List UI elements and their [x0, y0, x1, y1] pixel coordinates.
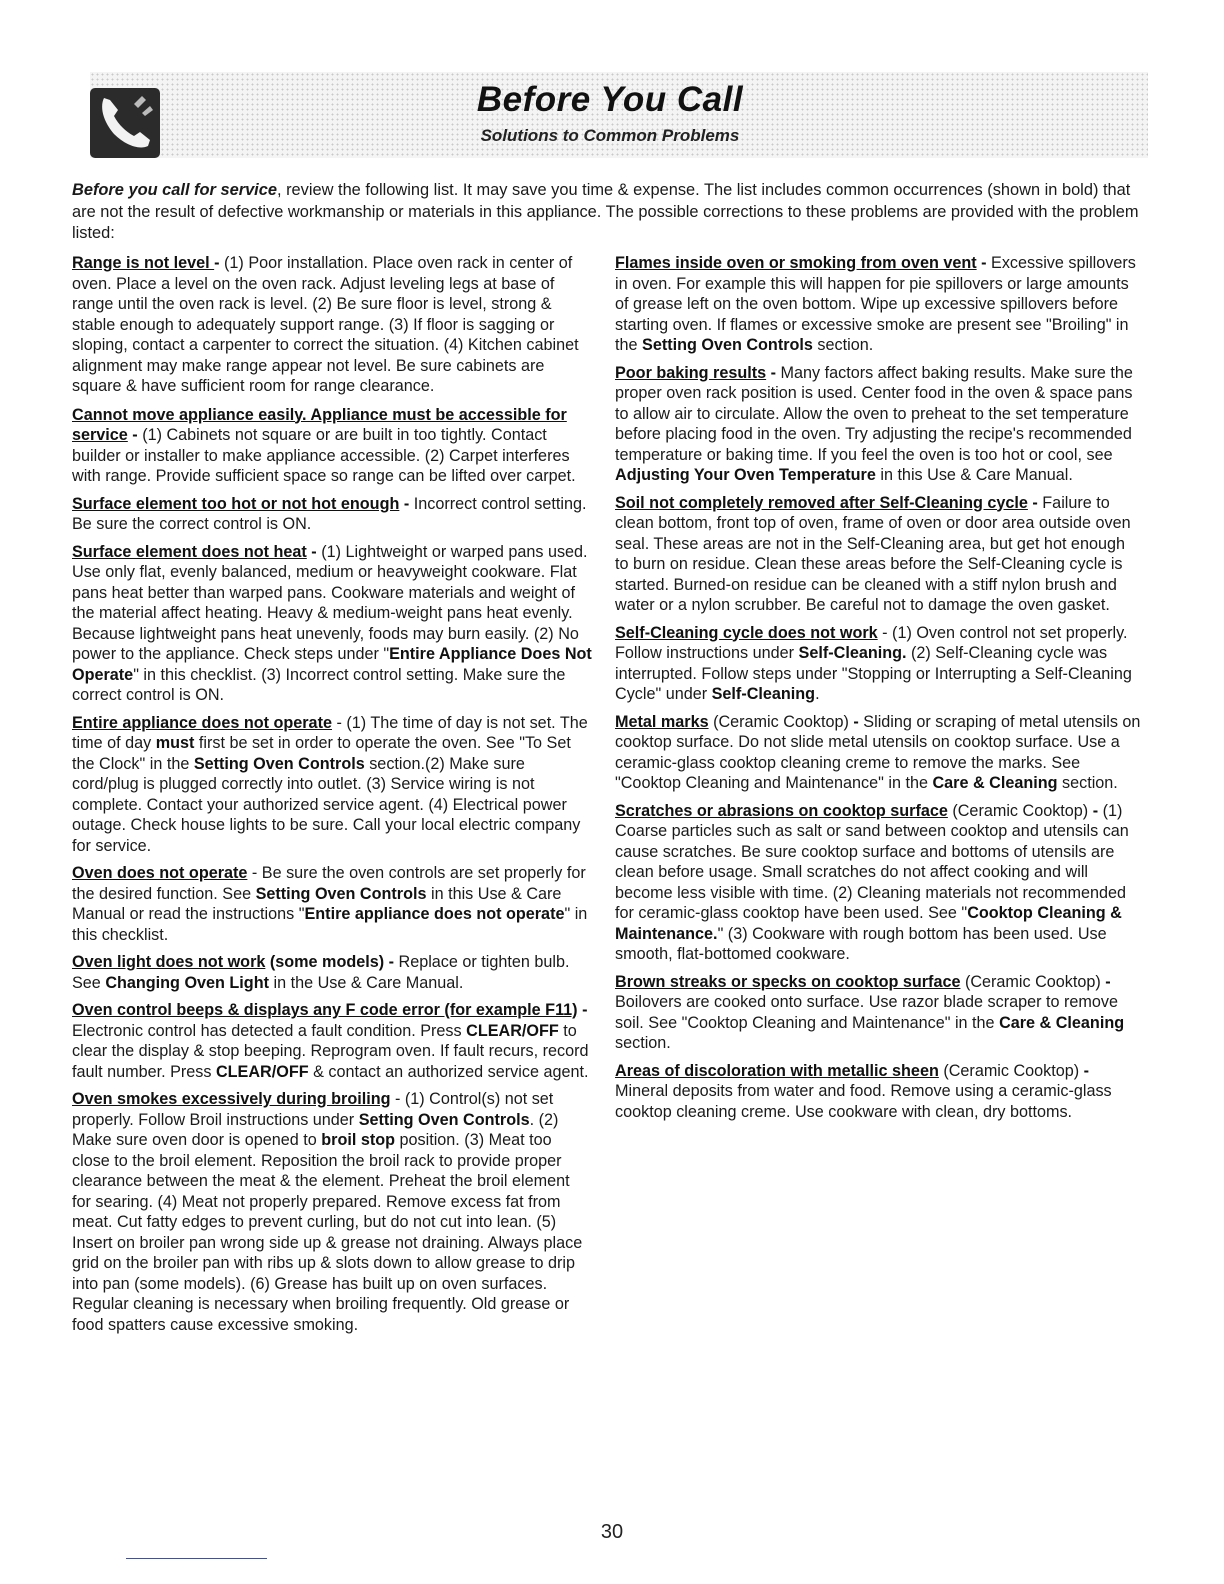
problem-heading: Entire appliance does not operate: [72, 713, 332, 732]
problem-heading: Surface element does not heat: [72, 542, 307, 561]
body-text: in this Use & Care Manual or read the instructions ": [72, 884, 562, 923]
body-text: Excessive spillovers in oven. For example this will happen for pie spillovers or large amounts of grease left on the oven bottom. Wipe up excessive spillovers before starting oven. If flames or excessive smoke are present see "Broiling" in the: [615, 254, 1136, 354]
bold-text: -: [853, 712, 864, 731]
intro-text: , review the following list. It may save you time & expense. The list includes common occurrences (shown in bold) that are not the result of defective workmanship or materials in this appliance. The possible corrections to these problems are provided with the problem listed:: [72, 181, 1139, 242]
bold-text: -: [399, 494, 414, 513]
bold-text: CLEAR/OFF: [466, 1021, 559, 1040]
problem-entry: [72, 405, 592, 487]
bold-text: Care & Cleaning: [932, 774, 1058, 792]
problem-entry: [72, 863, 592, 945]
bold-text: -: [1092, 801, 1103, 820]
bold-text: CLEAR/OFF: [215, 1062, 309, 1081]
problem-entry: [615, 493, 1142, 616]
problem-heading: Cannot move appliance easily. Appliance must be accessible for service: [72, 405, 567, 444]
bold-text: Setting Oven Controls: [255, 884, 427, 903]
body-text: Sliding or scraping of metal utensils on cooktop surface. Do not slide metal utensils on cooktop surface. Use a ceramic-glass cooktop cleaning creme to remove the marks. See "Cooktop Cleaning and Maintenance" in the: [615, 712, 1141, 792]
problem-entry: [615, 1061, 1142, 1123]
page-number: 30: [600, 1521, 624, 1543]
problem-entry: [72, 952, 592, 993]
body-text: (2) Self-Cleaning cycle was interrupted. Follow steps under "Stopping or Interrupting a Self-Cleaning Cycle" under: [615, 644, 1132, 703]
page-title: Before You Call: [476, 80, 744, 119]
body-text: in this Use & Care Manual.: [875, 466, 1073, 484]
body-text: Failure to clean bottom, front top of oven, frame of oven or door area outside oven seal. These areas are not in the Self-Cleaning area, but get hot enough to burn on residue. Clean these areas before the Self-Cleaning cycle is started. Burned-on residue can be cleaned with a stiff nylon brush and water or a nylon scrubber. Be careful not to damage the oven gasket.: [615, 493, 1131, 614]
bold-text: -: [306, 542, 322, 561]
right-column: [615, 253, 1142, 1129]
problem-entry: [615, 253, 1142, 356]
problem-entry: [615, 712, 1142, 794]
body-text: to clear the display & stop beeping. Reprogram oven. If fault recurs, record fault number. Press: [72, 1021, 589, 1081]
body-text: Mineral deposits from water and food. Remove using a ceramic-glass cooktop cleaning creme. Use cookware with clean, dry bottoms.: [615, 1082, 1112, 1121]
bold-text: -: [127, 426, 143, 444]
bold-text: -: [1027, 493, 1043, 512]
problem-heading: Oven control beeps & displays any F code error (for example F11): [72, 1001, 578, 1019]
body-text: Boilovers are cooked onto surface. Use razor blade scraper to remove soil. See "Cooktop Cleaning and Maintenance" in the: [615, 993, 1118, 1032]
problem-entry: [615, 972, 1142, 1054]
problem-entry: [72, 253, 592, 397]
intro-lead: Before you call for service: [72, 181, 277, 199]
bold-text: -: [976, 254, 992, 272]
body-text: - (1) Oven control not set properly. Follow instructions under: [615, 623, 1128, 662]
body-text: section.: [615, 1034, 671, 1052]
problem-heading: Soil not completely removed after Self-Cleaning cycle: [615, 493, 1028, 512]
bold-text: must: [155, 734, 195, 752]
bold-text: Adjusting Your Oven Temperature: [615, 466, 876, 484]
problem-heading: Oven does not operate: [72, 864, 248, 882]
bold-text: Self-Cleaning: [711, 685, 816, 703]
body-text: " in this checklist. (3) Incorrect control setting. Make sure the correct control is ON.: [72, 665, 566, 704]
problem-heading: Range is not level: [72, 254, 215, 272]
body-text: " (3) Cookware with rough bottom has been used. Use smooth, flat-bottomed cookware.: [615, 924, 1107, 963]
body-text: in the Use & Care Manual.: [268, 973, 464, 992]
bold-text: Setting Oven Controls: [193, 754, 365, 773]
problem-entry: [615, 801, 1142, 965]
intro-paragraph: [72, 180, 1142, 245]
body-text: .: [815, 685, 820, 703]
problem-heading: Brown streaks or specks on cooktop surface: [615, 972, 961, 991]
problem-entry: [72, 1089, 592, 1335]
body-text: Many factors affect baking results. Make sure the proper oven rack position is used. Center food in the oven & space pans to allow air to circulate. Allow the oven to preheat to the set temperature before placing food in the oven. Try adjusting the recipe's recommended temperature or baking time. If you feel the oven is too hot or cool, see: [615, 363, 1133, 464]
problem-entry: [72, 542, 592, 706]
body-text: (1) Lightweight or warped pans used. Use only flat, evenly balanced, medium or heavyweight cookware. Flat pans heat better than warped pans. Cookware materials and weight of the material affect heating. Heavy & medium-weight pans heat evenly. Because lightweight pans heat unevenly, foods may burn easily. (2) No power to the appliance. Check steps under ": [72, 542, 588, 663]
body-text: first be set in order to operate the oven. See "To Set the Clock" in the: [72, 734, 571, 773]
body-text: (1) Cabinets not square or are built in too tightly. Contact builder or installer to make appliance accessible. (2) Carpet interferes with range. Provide sufficient space so range can be lifted over carpet.: [72, 426, 576, 485]
bold-text: Care & Cleaning: [999, 1013, 1125, 1032]
body-text: & contact an authorized service agent.: [308, 1062, 589, 1081]
bold-text: Self-Cleaning.: [798, 644, 907, 662]
footer-rule: [126, 1558, 267, 1559]
body-text: " in this checklist.: [72, 905, 588, 944]
problem-heading: Oven light does not work: [72, 953, 266, 971]
bold-text: -: [1083, 1061, 1090, 1080]
body-text: (Ceramic Cooktop): [708, 712, 854, 731]
bold-text: Entire appliance does not operate: [304, 905, 565, 923]
body-text: - (1) Control(s) not set properly. Follow Broil instructions under: [72, 1090, 554, 1129]
left-column: [72, 253, 592, 1342]
body-text: section.: [812, 336, 874, 354]
problem-heading: Self-Cleaning cycle does not work: [615, 623, 878, 642]
problem-heading: Poor baking results: [615, 363, 767, 382]
problem-heading: Scratches or abrasions on cooktop surface: [615, 801, 948, 820]
bold-text: -: [766, 363, 781, 382]
bold-text: -: [577, 1001, 588, 1019]
bold-text: Changing Oven Light: [105, 973, 269, 992]
body-text: . (2) Make sure oven door is opened to: [72, 1110, 559, 1149]
problem-entry: [615, 623, 1142, 705]
body-text: (Ceramic Cooktop): [947, 801, 1093, 820]
problem-heading: Metal marks: [615, 712, 709, 731]
problem-entry: [615, 363, 1142, 486]
body-text: (1) Poor installation. Place oven rack in center of oven. Place a level on the oven rack. Adjust leveling legs at base of range until the oven rack is level. (2) Be sure floor is level, strong & stable enough to adequately support range. (3) If floor is sagging or sloping, contact a carpenter to correct the situation. (4) Kitchen cabinet alignment may make range appear not level. Be sure cabinets are square & have sufficient room for range clearance.: [72, 254, 579, 395]
problem-entry: [72, 1000, 592, 1082]
body-text: (Ceramic Cooktop): [960, 972, 1106, 991]
bold-text: Cooktop Cleaning & Maintenance.: [615, 904, 1122, 943]
bold-text: -: [214, 254, 225, 272]
problem-heading: Surface element too hot or not hot enough: [72, 494, 400, 513]
problem-entry: [72, 494, 592, 535]
bold-text: broil stop: [321, 1131, 396, 1149]
body-text: Replace or tighten bulb. See: [72, 953, 570, 992]
body-text: - (1) The time of day is not set. The time of day: [72, 713, 588, 752]
body-text: Incorrect control setting. Be sure the correct control is ON.: [72, 494, 587, 533]
body-text: Electronic control has detected a fault condition. Press: [72, 1021, 467, 1040]
bold-text: Setting Oven Controls: [642, 336, 813, 354]
body-text: (Ceramic Cooktop): [938, 1061, 1084, 1080]
problem-heading: Oven smokes excessively during broiling: [72, 1090, 391, 1108]
bold-text: Setting Oven Controls: [358, 1110, 530, 1129]
problem-entry: [72, 713, 592, 857]
body-text: section.: [1057, 774, 1118, 792]
problem-heading: Areas of discoloration with metallic sheen: [615, 1061, 939, 1080]
page-subtitle: Solutions to Common Problems: [480, 126, 740, 145]
bold-text: -: [1105, 972, 1111, 991]
bold-text: (some models) -: [265, 953, 399, 971]
body-text: position. (3) Meat too close to the broil element. Reposition the broil rack to provide proper clearance between the meat & the element. Preheat the broil element for searing. (4) Meat not properly prepared. Remove excess fat from meat. Cut fatty edges to prevent curling, but do not cut into lean. (5) Insert on broiler pan wrong side up & grease not draining. Always place grid on the broiler pan with ribs up & slots down to allow grease to drip into pan (some models). (6) Grease has built up on oven surfaces. Regular cleaning is necessary when broiling frequently. Old grease or food spatters cause excessive smoking.: [72, 1131, 583, 1334]
telephone-handset-icon: [90, 88, 160, 158]
bold-text: Entire Appliance Does Not Operate: [72, 645, 592, 684]
problem-heading: Flames inside oven or smoking from oven vent: [615, 254, 977, 272]
body-text: section.(2) Make sure cord/plug is plugged correctly into outlet. (3) Service wiring is not complete. Contact your authorized service agent. (4) Electrical power outage. Check house lights to be sure. Call your local electric company for service.: [72, 754, 581, 855]
body-text: - Be sure the oven controls are set properly for the desired function. See: [72, 864, 586, 903]
body-text: (1) Coarse particles such as salt or sand between cooktop and utensils can cause scratches. Be sure cooktop surface and bottoms of utensils are clean before usage. Small scratches do not affect cooking and will become less visible with time. (2) Cleaning materials not recommended for ceramic-glass cooktop have been used. See ": [615, 801, 1129, 922]
